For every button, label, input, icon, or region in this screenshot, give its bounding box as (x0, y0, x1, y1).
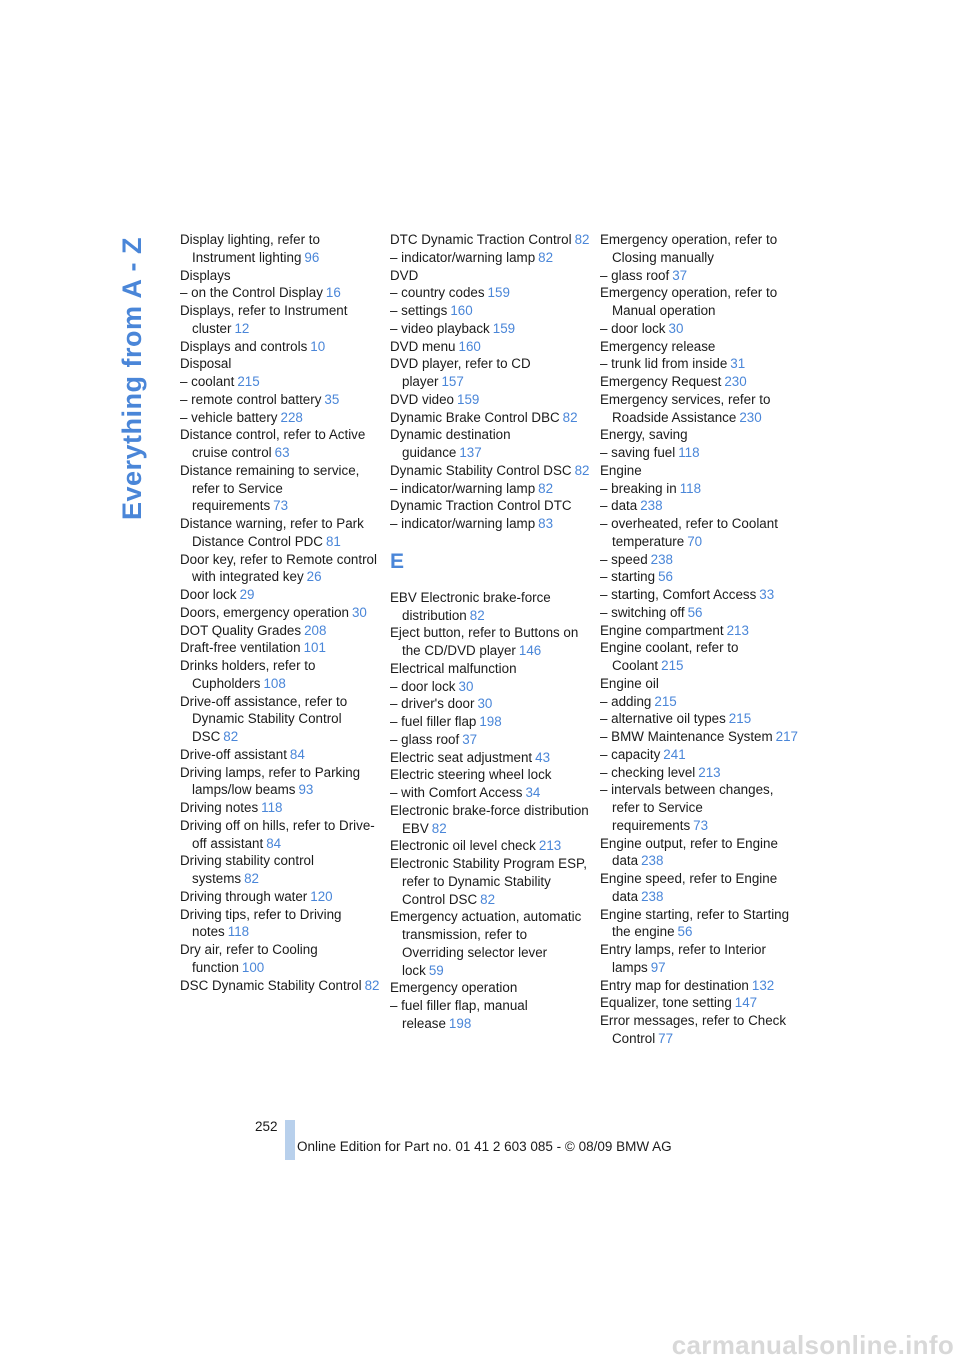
index-entry-term: Emergency operation, refer to Closing manually (600, 232, 778, 265)
index-entry-term: – indicator/warning lamp (390, 516, 536, 531)
index-entry-term: – speed (600, 551, 648, 567)
index-page-link[interactable]: 29 (239, 587, 255, 602)
index-entry (600, 710, 800, 728)
watermark-logo: carmanualsonline.info (671, 1330, 954, 1360)
index-entry-term: DVD (390, 267, 419, 283)
index-entry-term: – starting (600, 569, 656, 585)
index-entry (390, 766, 590, 784)
index-entry-term: – fuel filler flap, manual release (390, 998, 528, 1031)
index-page-link[interactable]: 118 (679, 480, 702, 496)
index-entry-term: – indicator/warning lamp (390, 480, 536, 496)
index-page-link[interactable]: 132 (751, 977, 775, 993)
index-page-link[interactable]: 82 (244, 871, 260, 886)
index-entry (390, 624, 590, 660)
index-entry (180, 338, 380, 356)
index-page-link[interactable]: 97 (650, 959, 666, 975)
index-entry (180, 604, 380, 622)
index-entry-term: Driving lamps, refer to Parking lamps/low beams (180, 764, 361, 798)
index-entry (600, 604, 800, 622)
index-page-link[interactable]: 84 (289, 746, 305, 762)
index-entry-term: Electronic Stability Program ESP, refer to Dynamic Stability Control DSC (390, 856, 587, 907)
index-entry-term: Drinks holders, refer to Cupholders (180, 658, 316, 691)
index-entry-term: Engine coolant, refer to Coolant (600, 640, 739, 673)
index-entry (180, 267, 380, 285)
index-page-link[interactable]: 208 (304, 622, 327, 638)
index-entry-term: – settings (390, 303, 448, 318)
index-entry (600, 994, 800, 1012)
index-entry (180, 231, 380, 267)
index-page-link[interactable]: 82 (364, 977, 380, 993)
index-entry (180, 746, 380, 764)
index-entry-term: – switching off (600, 604, 685, 620)
index-entry (180, 462, 380, 515)
index-column-1 (180, 231, 380, 994)
index-entry-term: – trunk lid from inside (600, 356, 728, 372)
index-column-3 (600, 231, 800, 1048)
index-page-link[interactable]: 73 (693, 817, 709, 833)
index-entry-term: Driving through water (180, 888, 308, 904)
index-entry-term: – video playback (390, 320, 490, 336)
index-entry-term: DTC Dynamic Traction Control (390, 232, 572, 247)
index-entry (390, 462, 590, 480)
index-entry-term: – checking level (600, 764, 696, 780)
index-entry (180, 391, 380, 409)
index-entry (390, 249, 590, 267)
index-entry-term: – adding (600, 693, 652, 709)
index-page-link[interactable]: 213 (726, 622, 749, 638)
index-page-link[interactable]: 43 (535, 749, 551, 765)
index-page-link[interactable]: 100 (241, 959, 265, 975)
index-page-link[interactable]: 213 (538, 838, 562, 854)
index-entry-term: Door lock (180, 587, 237, 602)
index-entry (390, 284, 590, 302)
index-entry (180, 977, 380, 995)
index-page-link[interactable]: 198 (479, 714, 502, 729)
index-entry (390, 678, 590, 696)
index-entry (390, 497, 590, 515)
index-page-link[interactable]: 70 (687, 533, 703, 549)
index-entry-term: Equalizer, tone setting (600, 995, 732, 1011)
index-entry-term: Engine (600, 462, 642, 478)
index-entry (390, 267, 590, 285)
index-entry-term: Disposal (180, 356, 232, 372)
index-page-link[interactable]: 238 (641, 853, 664, 869)
index-page-link[interactable]: 30 (668, 320, 684, 336)
index-entry-term: DVD menu (390, 338, 456, 354)
index-page-link[interactable]: 56 (658, 569, 673, 585)
index-page-link[interactable]: 59 (428, 962, 444, 978)
index-entry-term: Electrical malfunction (390, 660, 517, 676)
index-page-link[interactable]: 37 (672, 267, 688, 283)
index-page-link[interactable]: 34 (525, 785, 541, 800)
index-entry-term: Error messages, refer to Check Control (600, 1013, 787, 1046)
index-page-link[interactable]: 82 (469, 607, 485, 623)
index-entry (600, 391, 800, 427)
index-entry (180, 817, 380, 853)
index-page-link[interactable]: 160 (458, 338, 481, 354)
index-page-link[interactable]: 230 (739, 409, 762, 425)
index-page-link[interactable]: 82 (538, 480, 554, 496)
side-section-title (110, 228, 156, 528)
index-page-link[interactable]: 213 (698, 764, 721, 780)
index-entry-term: – coolant (180, 374, 235, 389)
index-entry (180, 693, 380, 746)
index-entry (600, 284, 800, 320)
index-page-link[interactable]: 118 (261, 800, 283, 815)
index-entry (390, 713, 590, 731)
index-page-link[interactable]: 81 (325, 533, 341, 549)
index-entry (600, 231, 800, 267)
index-entry-term: – fuel filler flap (390, 714, 477, 729)
index-entry-term: – country codes (390, 285, 485, 301)
index-entry (600, 551, 800, 569)
index-page-link[interactable]: 159 (487, 285, 510, 301)
index-entry-term: Distance warning, refer to Park Distance Control PDC (180, 516, 364, 549)
index-page-link[interactable]: 30 (351, 604, 367, 620)
index-entry-term: – saving fuel (600, 445, 676, 460)
index-entry (180, 284, 380, 302)
index-entry-term: Displays (180, 267, 231, 283)
index-entry-term: – data (600, 498, 638, 514)
index-page-link[interactable]: 37 (462, 731, 478, 747)
section-title-text: Everything from A - Z (117, 236, 148, 520)
index-entry (600, 568, 800, 586)
index-entry (390, 480, 590, 498)
index-page-link[interactable]: 108 (263, 675, 286, 691)
index-page-link[interactable]: 26 (306, 569, 322, 585)
index-entry (390, 355, 590, 391)
index-page-link[interactable]: 160 (450, 303, 473, 318)
index-entry-term: Emergency services, refer to Roadside Assistance (600, 391, 771, 425)
index-page-link[interactable]: 73 (273, 498, 289, 514)
index-page-link[interactable]: 120 (310, 888, 333, 904)
index-entry-term: Distance control, refer to Active cruise control (180, 427, 366, 460)
page-number: 252 (255, 1119, 278, 1134)
index-entry-term: – glass roof (600, 267, 670, 283)
index-entry (600, 835, 800, 871)
index-entry (600, 338, 800, 356)
index-entry (180, 373, 380, 391)
index-entry (600, 267, 800, 285)
index-entry-term: – capacity (600, 746, 661, 762)
index-entry (390, 320, 590, 338)
index-entry-term: Eject button, refer to Buttons on the CD/DVD player (390, 625, 579, 658)
index-entry-term: – on the Control Display (180, 285, 323, 301)
index-entry-term: Dry air, refer to Cooling function (180, 942, 318, 975)
index-entry-term: Engine speed, refer to Engine data (600, 871, 778, 904)
index-page-link[interactable]: 215 (237, 374, 260, 389)
index-entry-term: DSC Dynamic Stability Control (180, 977, 362, 993)
index-entry (180, 426, 380, 462)
index-entry (390, 302, 590, 320)
index-page-link[interactable]: 147 (734, 995, 758, 1011)
index-entry-term: – with Comfort Access (390, 785, 523, 800)
index-page-link[interactable]: 215 (728, 711, 752, 727)
index-entry-term: Electronic oil level check (390, 838, 536, 854)
index-page-link[interactable]: 33 (759, 587, 775, 602)
index-page-link[interactable]: 63 (274, 445, 290, 460)
index-page-link[interactable]: 238 (650, 551, 673, 567)
index-page-link[interactable]: 118 (227, 924, 250, 940)
index-entry (600, 462, 800, 480)
index-column-2 (390, 231, 590, 1033)
index-entry (180, 409, 380, 427)
index-entry (600, 781, 800, 834)
index-page-link[interactable]: 146 (518, 643, 542, 658)
index-entry-term: – BMW Maintenance System (600, 729, 773, 744)
index-entry-term: – alternative oil types (600, 711, 726, 727)
index-entry-term: Draft-free ventilation (180, 640, 301, 656)
index-page-link[interactable]: 215 (661, 658, 684, 673)
index-entry (600, 675, 800, 693)
index-entry (390, 837, 590, 855)
index-entry (600, 373, 800, 391)
index-page-link[interactable]: 77 (658, 1030, 674, 1046)
index-entry (180, 302, 380, 338)
index-page-link[interactable]: 82 (574, 232, 590, 247)
index-entry-term: Engine oil (600, 675, 659, 691)
index-letter-heading: E (390, 549, 405, 573)
index-entry (180, 515, 380, 551)
index-entry (390, 515, 590, 533)
index-entry-term: Engine output, refer to Engine data (600, 835, 778, 869)
index-entry-term: – indicator/warning lamp (390, 249, 536, 265)
index-page-link[interactable]: 241 (663, 746, 686, 762)
index-entry (600, 586, 800, 604)
index-entry-term: Driving notes (180, 800, 259, 815)
index-entry-term: Doors, emergency operation (180, 604, 349, 620)
index-page-link[interactable]: 82 (480, 891, 496, 907)
index-entry-term: Electric steering wheel lock (390, 767, 552, 783)
index-entry-term: Emergency operation, refer to Manual operation (600, 285, 778, 318)
index-entry (390, 749, 590, 767)
index-page-link[interactable]: 82 (538, 249, 554, 265)
index-entry-term: – glass roof (390, 731, 460, 747)
index-page-link[interactable]: 82 (223, 729, 239, 744)
index-entry-term: DOT Quality Grades (180, 622, 302, 638)
index-entry (600, 764, 800, 782)
index-page-link[interactable]: 35 (324, 391, 340, 407)
index-entry-term: Engine compartment (600, 622, 724, 638)
index-entry-term: Dynamic destination guidance (390, 427, 511, 460)
index-page-link[interactable]: 30 (458, 678, 474, 694)
index-entry (390, 338, 590, 356)
index-page-link[interactable]: 82 (562, 409, 578, 425)
index-page-link[interactable]: 93 (298, 782, 314, 798)
index-entry-term: – intervals between changes, refer to Service requirements (600, 782, 774, 833)
footer-edition-note: Online Edition for Part no. 01 41 2 603 085 - © 08/09 BMW AG (297, 1139, 672, 1154)
index-entry-term: Entry map for destination (600, 977, 749, 993)
index-entry (390, 855, 590, 908)
index-entry (180, 799, 380, 817)
index-page-link[interactable]: 101 (303, 640, 326, 656)
footer-accent-bar (285, 1120, 295, 1160)
index-page-link[interactable]: 159 (492, 320, 516, 336)
index-entry-term: Door key, refer to Remote control with integrated key (180, 551, 377, 585)
index-entry-term: EBV Electronic brake-force distribution (390, 589, 551, 623)
index-entry (600, 497, 800, 515)
index-entry (180, 355, 380, 373)
index-entry-term: – starting, Comfort Access (600, 587, 757, 602)
index-entry-term: Emergency actuation, automatic transmission, refer to Overriding selector lever lock (390, 909, 582, 978)
index-entry-term: Displays, refer to Instrument cluster (180, 303, 348, 336)
index-entry-term: Driving tips, refer to Driving notes (180, 906, 342, 940)
index-entry (600, 728, 800, 746)
index-page-link[interactable]: 118 (678, 445, 700, 460)
index-entry (180, 622, 380, 640)
index-entry-term: DVD video (390, 391, 455, 407)
index-page-link[interactable]: 159 (457, 391, 480, 407)
index-page-link[interactable]: 230 (724, 374, 747, 389)
index-page-link[interactable]: 198 (448, 1015, 472, 1031)
index-entry (180, 941, 380, 977)
index-page-link[interactable]: 83 (538, 516, 554, 531)
index-entry (180, 586, 380, 604)
index-entry (180, 657, 380, 693)
index-page-link[interactable]: 137 (459, 445, 482, 460)
index-entry (600, 622, 800, 640)
index-entry-term: Electric seat adjustment (390, 749, 533, 765)
index-entry-term: Energy, saving (600, 427, 688, 443)
index-entry-term: Electronic brake-force distribution EBV (390, 802, 589, 836)
index-entry (390, 391, 590, 409)
index-entry-term: Display lighting, refer to Instrument lighting (180, 232, 320, 265)
index-entry (390, 660, 590, 678)
index-entry-term: – overheated, refer to Coolant temperature (600, 516, 778, 549)
index-entry (600, 515, 800, 551)
index-page-link[interactable]: 30 (477, 696, 493, 712)
index-entry (600, 480, 800, 498)
index-entry (390, 695, 590, 713)
index-entry-term: Displays and controls (180, 338, 308, 354)
index-entry-term: – door lock (390, 678, 456, 694)
index-entry-term: Drive-off assistance, refer to Dynamic Stability Control DSC (180, 693, 348, 744)
index-entry (600, 444, 800, 462)
index-entry (600, 977, 800, 995)
index-entry (180, 888, 380, 906)
index-entry (600, 941, 800, 977)
index-entry-term: Driving stability control systems (180, 853, 314, 886)
index-entry (390, 784, 590, 802)
index-entry-term: Emergency release (600, 338, 716, 354)
index-entry (600, 320, 800, 338)
index-entry (390, 589, 590, 625)
index-page-link[interactable]: 96 (304, 249, 320, 265)
index-entry-term: Emergency Request (600, 374, 722, 389)
index-page-link[interactable]: 82 (431, 820, 447, 836)
index-page-link[interactable]: 56 (677, 924, 693, 940)
index-page-link[interactable]: 31 (730, 356, 746, 372)
index-page-link[interactable]: 215 (654, 693, 677, 709)
index-entry (180, 551, 380, 587)
index-page-link[interactable]: 12 (234, 320, 250, 336)
index-page-link[interactable]: 56 (687, 604, 703, 620)
index-page-link[interactable]: 82 (574, 462, 590, 478)
index-entry-term: Driving off on hills, refer to Drive-off assistant (180, 817, 375, 851)
index-entry-term: Dynamic Brake Control DBC (390, 409, 560, 425)
index-entry-term: – breaking in (600, 480, 677, 496)
index-entry-term: – door lock (600, 320, 666, 336)
index-entry (390, 731, 590, 749)
index-entry-term: – driver's door (390, 696, 475, 712)
index-entry-term: Entry lamps, refer to Interior lamps (600, 942, 766, 975)
index-entry (390, 802, 590, 838)
index-entry (180, 764, 380, 800)
index-page-link[interactable]: 157 (441, 374, 464, 389)
index-entry (180, 906, 380, 942)
index-entry-term: Distance remaining to service, refer to Service requirements (180, 462, 360, 514)
index-entry (600, 870, 800, 906)
index-entry (600, 693, 800, 711)
index-entry-term: Dynamic Stability Control DSC (390, 462, 572, 478)
index-entry-term: Emergency operation (390, 980, 518, 996)
index-entry-term: DVD player, refer to CD player (390, 356, 531, 389)
index-entry (180, 639, 380, 657)
index-entry (600, 906, 800, 942)
index-entry-term: Engine starting, refer to Starting the engine (600, 906, 790, 940)
index-page-link[interactable]: 10 (310, 338, 326, 354)
index-entry (600, 639, 800, 675)
index-page-link[interactable]: 217 (775, 729, 798, 744)
index-entry (390, 997, 590, 1033)
index-page-link[interactable]: 84 (266, 835, 282, 851)
index-entry (180, 852, 380, 888)
index-entry-term: Dynamic Traction Control DTC (390, 498, 572, 514)
index-page-link[interactable]: 228 (280, 409, 303, 425)
index-entry (600, 426, 800, 444)
index-entry-term: – remote control battery (180, 391, 322, 407)
index-entry-term: Drive-off assistant (180, 746, 287, 762)
index-entry (390, 426, 590, 462)
index-page-link[interactable]: 238 (641, 888, 664, 904)
index-entry (390, 409, 590, 427)
index-entry (390, 231, 590, 249)
index-page-link[interactable]: 16 (325, 285, 341, 301)
index-page-link[interactable]: 238 (640, 498, 663, 514)
index-entry (600, 1012, 800, 1048)
index-entry (390, 908, 590, 979)
index-entry (390, 979, 590, 997)
index-entry-term: – vehicle battery (180, 409, 278, 425)
index-entry (600, 355, 800, 373)
index-entry (600, 746, 800, 764)
